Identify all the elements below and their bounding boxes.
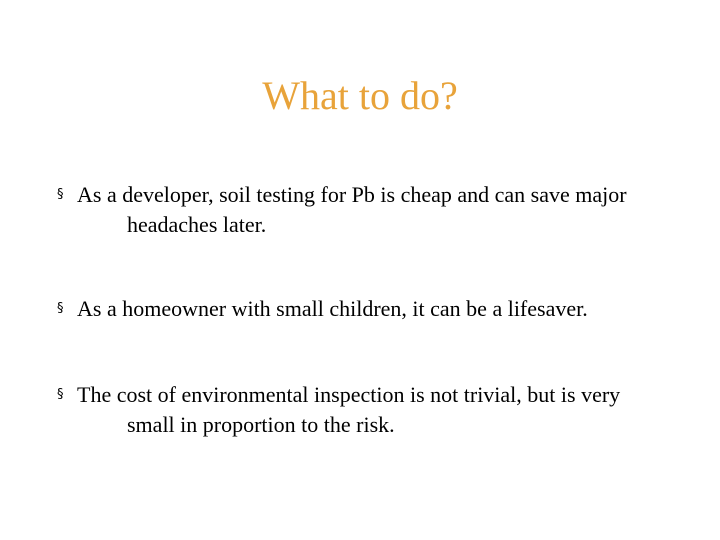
bullet-item xyxy=(57,180,697,240)
bullet-marker-icon: § xyxy=(57,187,64,202)
bullet-marker-icon: § xyxy=(57,301,64,316)
bullet-line: As a developer, soil testing for Pb is cheap and can save major xyxy=(77,182,627,207)
bullet-item xyxy=(57,380,697,440)
bullet-marker-icon: § xyxy=(57,387,64,402)
bullet-text xyxy=(57,294,697,324)
bullet-line: small in proportion to the risk. xyxy=(127,412,395,437)
bullet-item xyxy=(57,294,697,324)
bullet-line: The cost of environmental inspection is not trivial, but is very xyxy=(77,382,621,407)
bullet-line: headaches later. xyxy=(127,212,267,237)
slide-title: What to do? xyxy=(262,73,458,118)
bullet-text xyxy=(57,180,697,240)
bullet-text xyxy=(57,380,697,440)
bullet-line: As a homeowner with small children, it can be a lifesaver. xyxy=(77,296,588,321)
